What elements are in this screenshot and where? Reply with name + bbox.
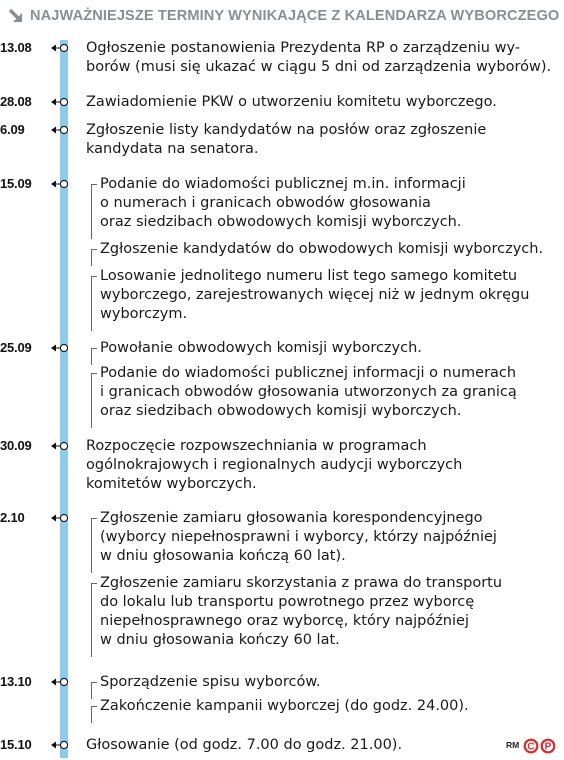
description-line: Głosowanie (od godz. 7.00 do godz. 21.00). — [86, 737, 403, 753]
description-line: wyborczego, zarejestrowanych więcej niż w jednym okręgu — [100, 287, 530, 303]
description-line: Losowanie jednolitego numeru list tego samego komitetu — [100, 268, 518, 284]
event-date: 2.10 — [0, 510, 25, 525]
author-initials: RM — [506, 740, 520, 750]
description-line: Zawiadomienie PKW o utworzeniu komitetu wyborczego. — [86, 94, 497, 110]
event-description — [100, 673, 321, 692]
item-bracket — [91, 583, 97, 657]
description-line: (wyborcy niepełnosprawni i wyborcy, którzy najpóźniej — [100, 529, 497, 545]
description-line: Zgłoszenie kandydatów do obwodowych komisji wyborczych. — [100, 241, 544, 257]
description-line: wyborczym. — [100, 306, 188, 322]
item-bracket — [91, 373, 97, 428]
description-line: o numerach i granicach obwodów głosowania — [100, 195, 431, 211]
description-line: w dniu głosowania kończy 60 lat. — [100, 632, 340, 648]
item-bracket — [91, 184, 97, 239]
svg-text:C: C — [527, 741, 535, 753]
page-title: NAJWAŻNIEJSZE TERMINY WYNIKAJĄCE Z KALENDARZA WYBORCZEGO — [30, 8, 560, 24]
description-line: kandydata na senatora. — [86, 141, 259, 157]
event-date: 13.10 — [0, 674, 32, 689]
description-line: borów (musi się ukazać w ciągu 5 dni od zarządzenia wyborów). — [86, 59, 552, 75]
description-line: Podanie do wiadomości publicznej informacji o numerach — [100, 365, 517, 381]
event-description — [100, 364, 517, 421]
item-bracket — [91, 348, 97, 365]
timeline-marker-icon — [50, 440, 72, 452]
event-date: 15.09 — [0, 176, 32, 191]
timeline-marker-icon — [50, 178, 72, 190]
event-description — [100, 509, 497, 566]
pap-logo-icon — [523, 738, 557, 754]
event-description — [86, 437, 462, 494]
timeline-marker-icon — [50, 342, 72, 354]
item-bracket — [91, 276, 97, 331]
event-description — [100, 175, 466, 232]
item-bracket — [91, 706, 97, 723]
description-line: komitetów wyborczych. — [86, 476, 257, 492]
description-line: Zgłoszenie zamiaru skorzystania z prawa do transportu — [100, 575, 503, 591]
timeline-marker-icon — [50, 739, 72, 751]
description-line: w dniu głosowania kończą 60 lat). — [100, 548, 346, 564]
event-date: 13.08 — [0, 40, 32, 55]
description-line: Rozpoczęcie rozpowszechniania w programach — [86, 438, 427, 454]
timeline-marker-icon — [50, 42, 72, 54]
description-line: Powołanie obwodowych komisji wyborczych. — [100, 340, 422, 356]
description-line: oraz siedzibach obwodowych komisji wyborczych. — [100, 403, 462, 419]
description-line: niepełnosprawnego oraz wyborcę, który najpóźniej — [100, 613, 469, 629]
description-line: Sporządzenie spisu wyborców. — [100, 674, 321, 690]
item-bracket — [91, 249, 97, 266]
timeline-marker-icon — [50, 512, 72, 524]
description-line: ogólnokrajowych i regionalnych audycji wyborczych — [86, 457, 463, 473]
description-line: Zgłoszenie listy kandydatów na posłów oraz zgłoszenie — [86, 122, 487, 138]
event-date: 28.08 — [0, 94, 32, 109]
description-line: Ogłoszenie postanowienia Prezydenta RP o zarządzeniu wy- — [86, 40, 521, 56]
event-date: 30.09 — [0, 438, 32, 453]
event-description — [100, 339, 422, 358]
description-line: Podanie do wiadomości publicznej m.in. informacji — [100, 176, 466, 192]
event-date: 6.09 — [0, 122, 25, 137]
description-line: do lokalu lub transportu powrotnego przez wyborcę — [100, 594, 475, 610]
event-date: 25.09 — [0, 340, 32, 355]
arrow-down-right-icon — [8, 8, 25, 24]
event-description — [86, 39, 551, 77]
timeline-axis — [60, 40, 68, 758]
event-description — [86, 93, 497, 112]
description-line: Zakończenie kampanii wyborczej (do godz. 24.00). — [100, 698, 469, 714]
item-bracket — [91, 518, 97, 573]
event-description — [100, 697, 469, 716]
svg-text:P: P — [544, 741, 552, 753]
item-bracket — [91, 682, 97, 699]
description-line: oraz siedzibach obwodowych komisji wyborczych. — [100, 214, 462, 230]
event-description — [86, 121, 486, 159]
event-description — [100, 240, 543, 259]
timeline-marker-icon — [50, 124, 72, 136]
event-date: 15.10 — [0, 737, 32, 752]
description-line: Zgłoszenie zamiaru głosowania korespondencyjnego — [100, 510, 483, 526]
event-description — [100, 267, 529, 324]
timeline-marker-icon — [50, 96, 72, 108]
timeline-marker-icon — [50, 676, 72, 688]
description-line: i granicach obwodów głosowania utworzonych za granicą — [100, 384, 517, 400]
event-description — [86, 736, 402, 755]
event-description — [100, 574, 502, 650]
